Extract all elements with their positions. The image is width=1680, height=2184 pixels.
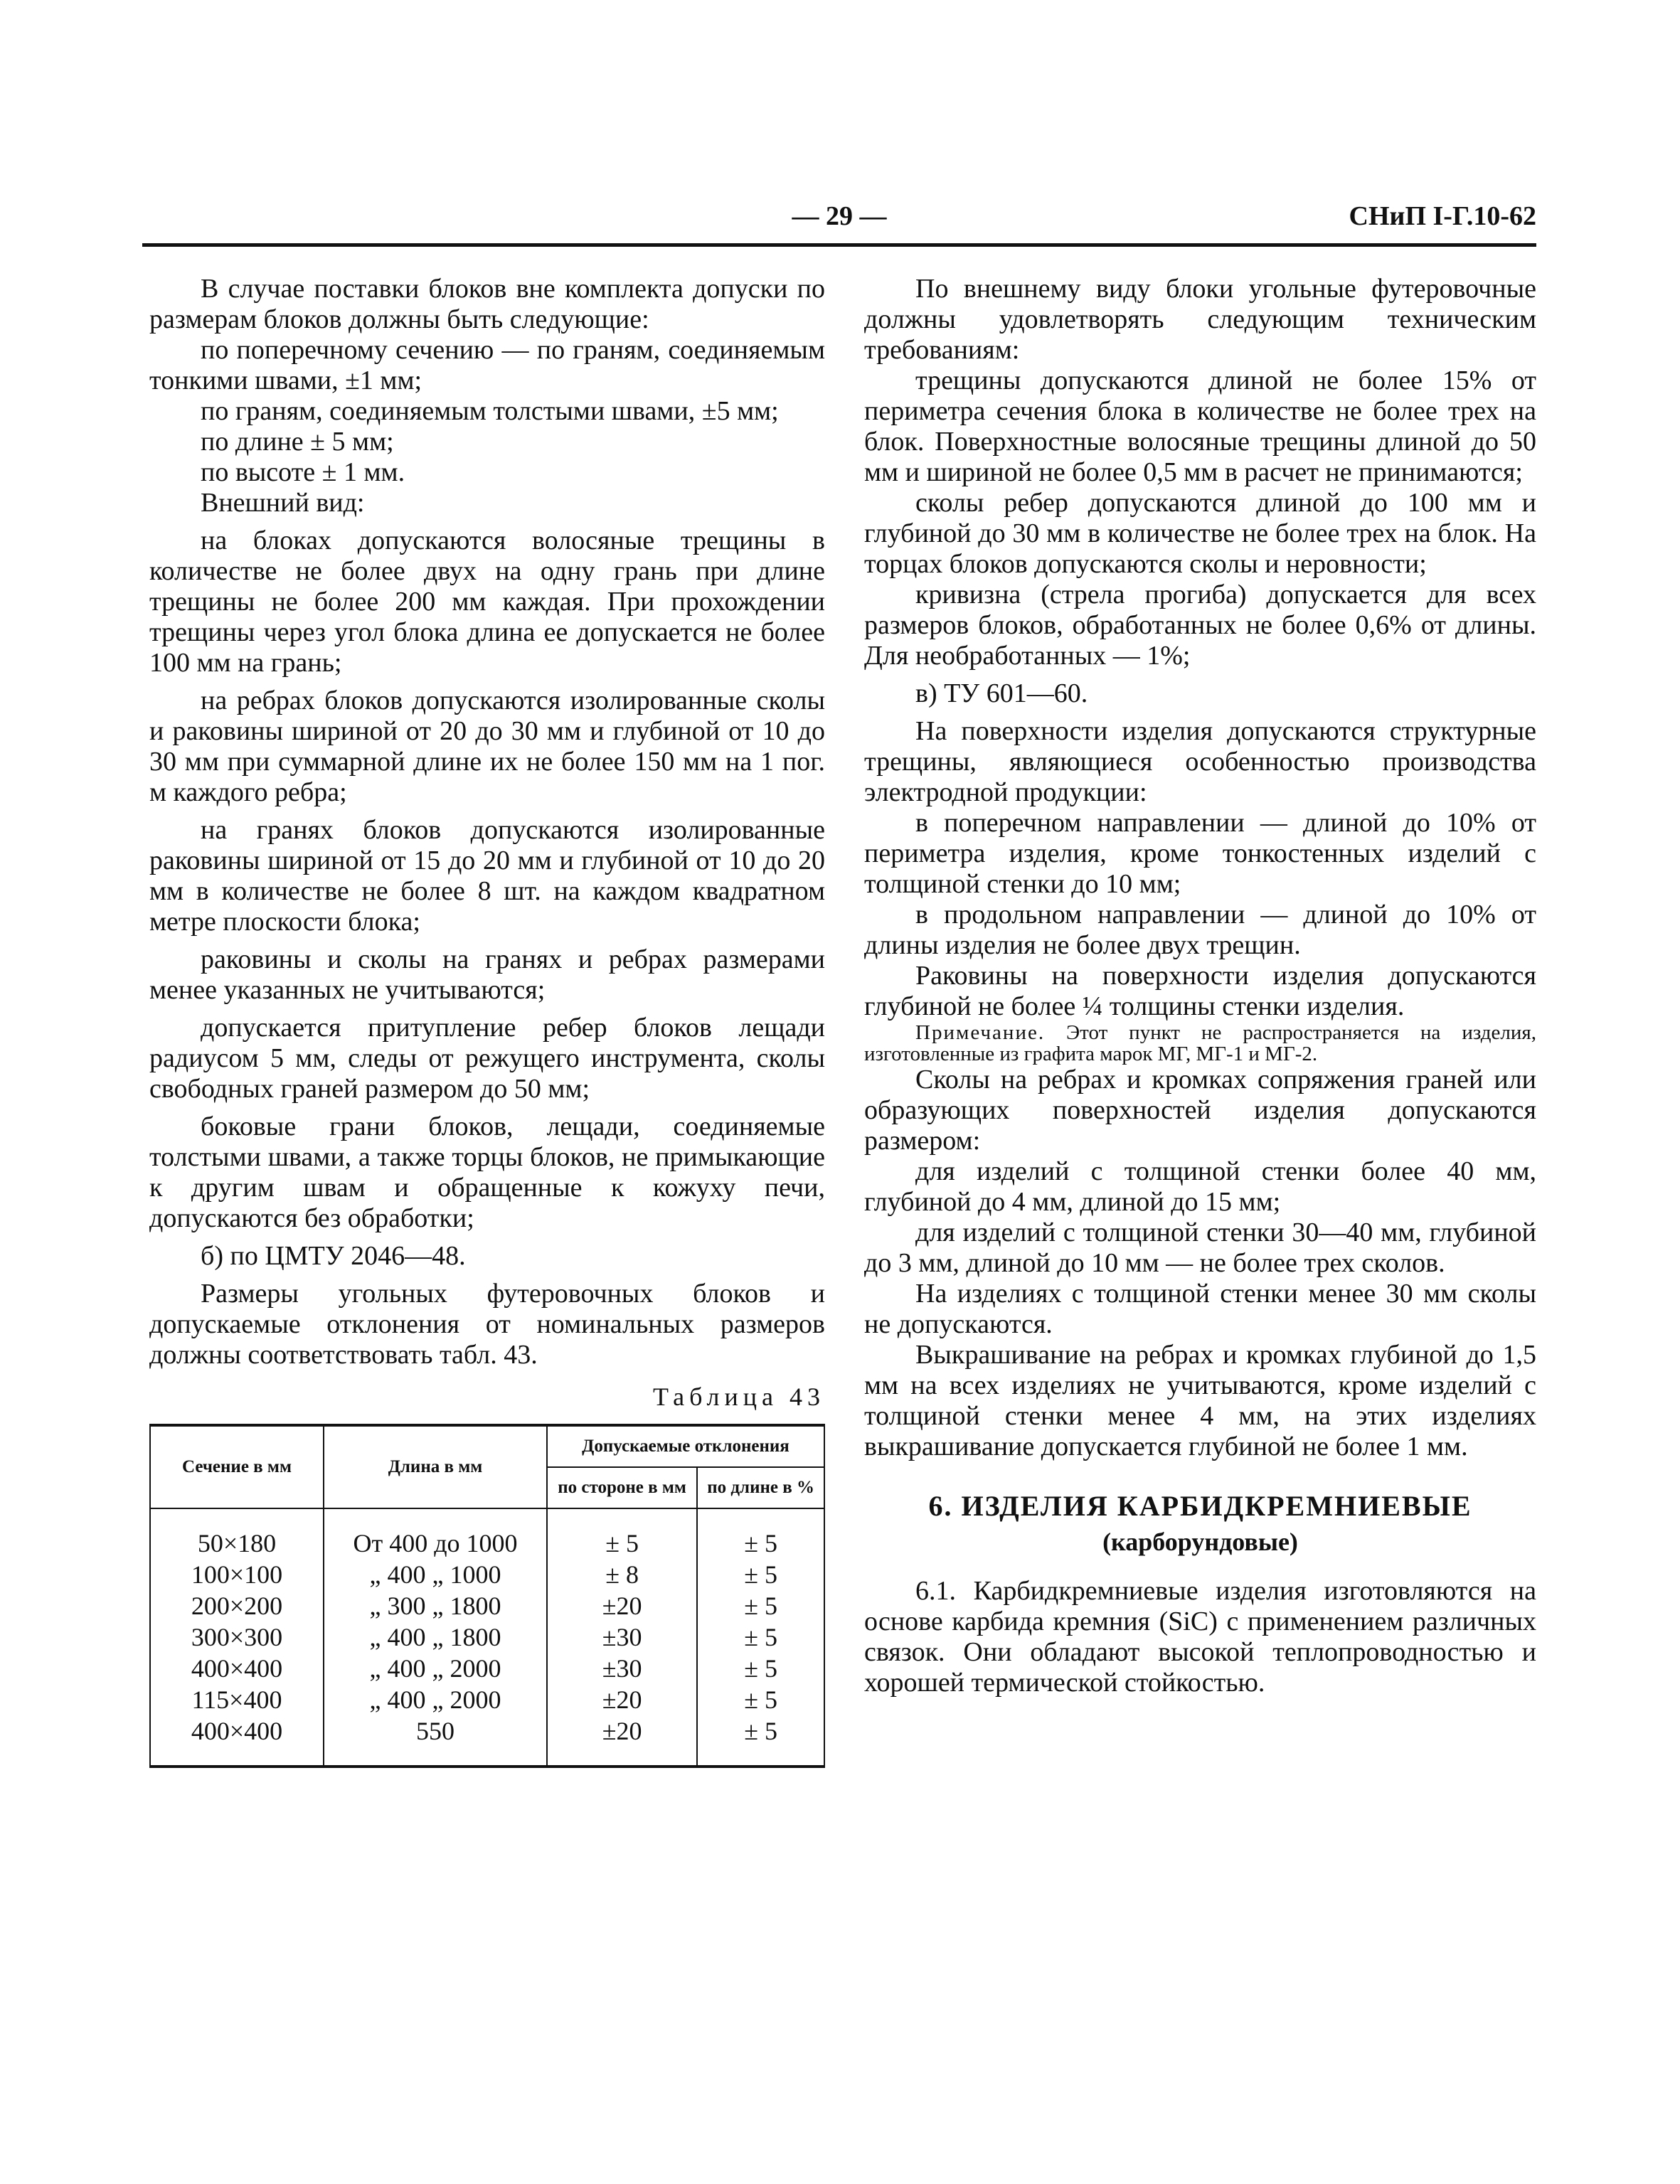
section-title: 6. ИЗДЕЛИЯ КАРБИДКРЕМНИЕВЫЕ: [928, 1490, 1472, 1522]
document-code: СНиП I-Г.10-62: [1349, 201, 1536, 231]
cell-side: ± 5: [547, 1508, 697, 1559]
paragraph: допускается притупление ребер блоков лещади радиусом 5 мм, следы от режущего инструмента, сколы свободных граней размером до 50 мм;: [149, 1013, 825, 1104]
cell-side: ±30: [547, 1621, 697, 1653]
paragraph: трещины допускаются длиной не более 15% от периметра сечения блока в количестве не более трех на блок. Поверхностные волосяные трещины длиной до 50 мм и шириной не более 0,5 мм в расчет не принимаются;: [864, 366, 1536, 487]
cell-section: 300×300: [150, 1621, 324, 1653]
cell-side: ±20: [547, 1590, 697, 1621]
cell-section: 50×180: [150, 1508, 324, 1559]
paragraph: б) по ЦМТУ 2046—48.: [201, 1241, 466, 1271]
cell-side: ± 8: [547, 1559, 697, 1590]
cell-pct: ± 5: [697, 1590, 824, 1621]
paragraph: 6.1. Карбидкремниевые изделия изготовляются на основе карбида кремния (SiC) с применением различных связок. Они обладают высокой теплопроводностью и хорошей термической стойкостью.: [864, 1576, 1536, 1698]
cell-section: 400×400: [150, 1653, 324, 1684]
cell-length: 550: [324, 1715, 547, 1767]
paragraph: боковые грани блоков, лещади, соединяемые толстыми швами, а также торцы блоков, не примыкающие к другим швам и обращенные к кожуху печи, допускаются без обработки;: [149, 1112, 825, 1233]
cell-side: ±20: [547, 1684, 697, 1715]
cell-length: „ 400 „ 1800: [324, 1621, 547, 1653]
paragraph: Сколы на ребрах и кромках сопряжения граней или образующих поверхностей изделия допускаются размером:: [864, 1065, 1536, 1156]
header-rule: [142, 243, 1536, 247]
paragraph: Раковины на поверхности изделия допускаются глубиной не более ¼ толщины стенки изделия.: [864, 961, 1536, 1021]
note: [864, 1022, 1536, 1065]
paragraph: На поверхности изделия допускаются структурные трещины, являющиеся особенностью производства электродной продукции:: [864, 716, 1536, 807]
paragraph: по длине ± 5 мм;: [201, 427, 394, 457]
cell-side: ±20: [547, 1715, 697, 1767]
cell-length: „ 300 „ 1800: [324, 1590, 547, 1621]
cell-section: 200×200: [150, 1590, 324, 1621]
table-row: [150, 1559, 824, 1590]
cell-pct: ± 5: [697, 1508, 824, 1559]
paragraph: На изделиях с толщиной стенки менее 30 мм сколы не допускаются.: [864, 1279, 1536, 1339]
note-text: Этот пункт не распространяется на изделия, изготовленные из графита марок МГ, МГ-1 и МГ-2.: [864, 1021, 1536, 1065]
left-column: [149, 274, 825, 1768]
cell-side: ±30: [547, 1653, 697, 1684]
paragraph: в поперечном направлении — длиной до 10% от периметра изделия, кроме тонкостенных изделий с толщиной стенки до 10 мм;: [864, 808, 1536, 899]
table-row: [150, 1590, 824, 1621]
paragraph: сколы ребер допускаются длиной до 100 мм и глубиной до 30 мм в количестве не более трех на блок. На торцах блоков допускаются сколы и неровности;: [864, 488, 1536, 579]
paragraph: по высоте ± 1 мм.: [201, 457, 405, 487]
paragraph: Выкрашивание на ребрах и кромках глубиной до 1,5 мм на всех изделиях не учитываются, кроме изделий с толщиной стенки менее 4 мм, на этих изделиях выкрашивание допускается глубиной не более 1 мм.: [864, 1340, 1536, 1461]
paragraph: в продольном направлении — длиной до 10% от длины изделия не более двух трещин.: [864, 900, 1536, 960]
cell-length: „ 400 „ 1000: [324, 1559, 547, 1590]
paragraph: кривизна (стрела прогиба) допускается для всех размеров блоков, обработанных не более 0,6% от длины. Для необработанных — 1%;: [864, 580, 1536, 671]
paragraph: В случае поставки блоков вне комплекта допуски по размерам блоков должны быть следующие:: [149, 274, 825, 334]
table-row: [150, 1653, 824, 1684]
header-side: по стороне в мм: [547, 1467, 697, 1508]
cell-pct: ± 5: [697, 1621, 824, 1653]
cell-length: „ 400 „ 2000: [324, 1653, 547, 1684]
paragraph: на гранях блоков допускаются изолированные раковины шириной от 15 до 20 мм и глубиной от 10 до 20 мм в количестве не более 8 шт. на каждом квадратном метре плоскости блока;: [149, 815, 825, 937]
paragraph: по граням, соединяемым толстыми швами, ±5 мм;: [201, 396, 779, 426]
cell-pct: ± 5: [697, 1715, 824, 1767]
table-row: [150, 1508, 824, 1559]
header-tolerances: Допускаемые отклонения: [547, 1425, 824, 1467]
cell-section: 115×400: [150, 1684, 324, 1715]
table-row: [150, 1621, 824, 1653]
section-subtitle: (карборундовые): [1102, 1528, 1298, 1556]
paragraph: Размеры угольных футеровочных блоков и допускаемые отклонения от номинальных размеров должны соответствовать табл. 43.: [149, 1279, 825, 1370]
paragraph: для изделий с толщиной стенки более 40 мм, глубиной до 4 мм, длиной до 15 мм;: [864, 1156, 1536, 1217]
table-caption: Таблица 43: [653, 1383, 825, 1411]
header-length-pct: по длине в %: [697, 1467, 824, 1508]
cell-length: „ 400 „ 2000: [324, 1684, 547, 1715]
paragraph: на ребрах блоков допускаются изолированные сколы и раковины шириной от 20 до 30 мм и глубиной от 10 до 30 мм при суммарной длине их не более 150 мм на 1 пог. м каждого ребра;: [149, 686, 825, 807]
cell-section: 400×400: [150, 1715, 324, 1767]
header-section: Сечение в мм: [150, 1425, 324, 1508]
header-length: Длина в мм: [324, 1425, 547, 1508]
paragraph: по поперечному сечению — по граням, соединяемым тонкими швами, ±1 мм;: [149, 335, 825, 395]
page-number: — 29 —: [792, 201, 887, 231]
paragraph: для изделий с толщиной стенки 30—40 мм, глубиной до 3 мм, длиной до 10 мм — не более трех сколов.: [864, 1218, 1536, 1278]
paragraph: на блоках допускаются волосяные трещины в количестве не более двух на одну грань при длине трещины не более 200 мм каждая. При прохождении трещины через угол блока длина ее допускается не более 100 мм на грань;: [149, 526, 825, 678]
tolerance-table: [149, 1424, 825, 1768]
cell-pct: ± 5: [697, 1653, 824, 1684]
table-row: [150, 1715, 824, 1767]
table-row: [150, 1684, 824, 1715]
paragraph: в) ТУ 601—60.: [915, 678, 1088, 708]
right-column: [864, 274, 1536, 1698]
paragraph: раковины и сколы на гранях и ребрах размерами менее указанных не учитываются;: [149, 944, 825, 1005]
cell-pct: ± 5: [697, 1684, 824, 1715]
cell-pct: ± 5: [697, 1559, 824, 1590]
paragraph: Внешний вид:: [201, 488, 365, 518]
note-label: Примечание.: [915, 1021, 1046, 1044]
cell-section: 100×100: [150, 1559, 324, 1590]
cell-length: От 400 до 1000: [324, 1508, 547, 1559]
page-header: [142, 201, 1536, 243]
paragraph: По внешнему виду блоки угольные футеровочные должны удовлетворять следующим техническим требованиям:: [864, 274, 1536, 365]
